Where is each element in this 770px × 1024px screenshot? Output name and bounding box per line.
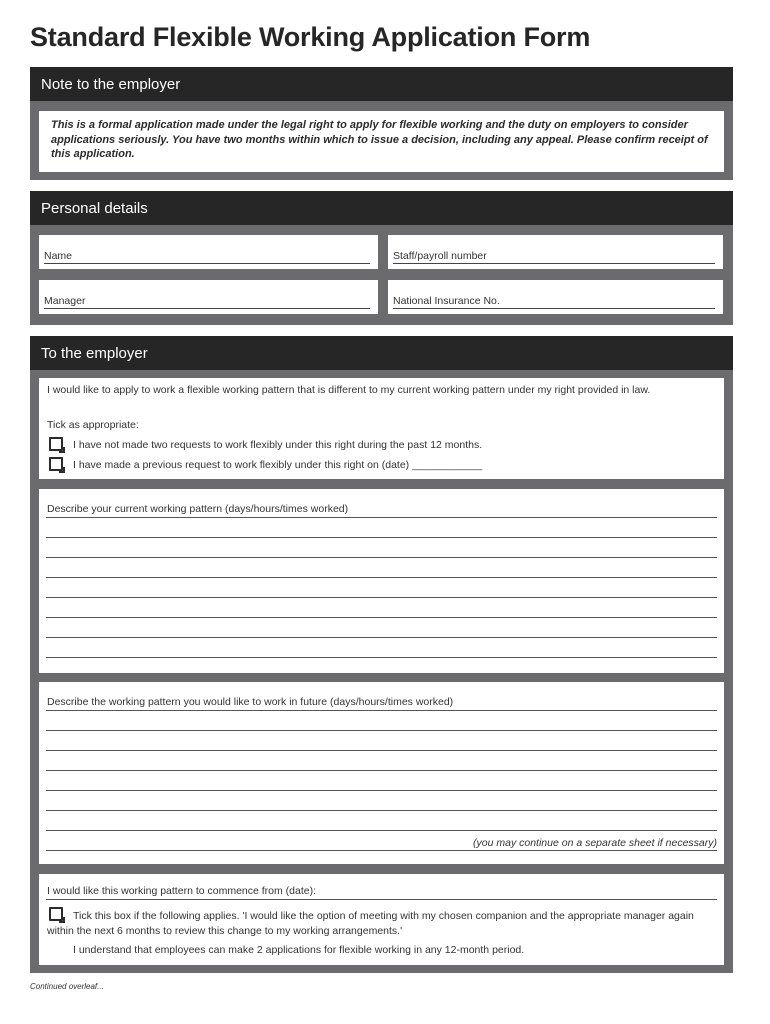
- future-line: [46, 730, 717, 731]
- future-line: [46, 710, 717, 711]
- continue-note: (you may continue on a separate sheet if necessary): [473, 837, 717, 849]
- companion-text: Tick this box if the following applies. 'I would like the option of meeting with my chosen companion and the appropriate manager again within the next 6 months to review this change to my working arrangements.': [47, 910, 694, 937]
- current-line: [46, 657, 717, 658]
- current-line: [46, 617, 717, 618]
- current-line: [46, 597, 717, 598]
- current-line: [46, 637, 717, 638]
- page-title: Standard Flexible Working Application Form: [30, 22, 591, 52]
- future-pattern-panel[interactable]: [39, 682, 724, 864]
- continued-overleaf: Continued overleaf...: [30, 982, 104, 991]
- employer-section: [30, 336, 733, 973]
- intro-text: I would like to apply to work a flexible working pattern that is different to my current working pattern under my right provided in law.: [47, 384, 651, 396]
- manager-field[interactable]: [39, 280, 378, 314]
- note-text: This is a formal application made under the legal right to apply for flexible working and the duty on employers to consider applications seriously. You have two months within which to issue a decision, including any appeal. Please confirm receipt of this application.: [51, 119, 708, 160]
- commence-panel: [39, 874, 724, 965]
- ni-number-field[interactable]: [388, 280, 723, 314]
- commence-label: I would like this working pattern to commence from (date):: [47, 885, 317, 897]
- future-line: [46, 790, 717, 791]
- current-line: [46, 517, 717, 518]
- current-line: [46, 537, 717, 538]
- commence-line[interactable]: [46, 899, 717, 900]
- employer-heading: To the employer: [30, 336, 733, 370]
- name-label: Name: [44, 250, 370, 264]
- name-field[interactable]: [39, 235, 378, 269]
- future-line: [46, 770, 717, 771]
- current-line: [46, 577, 717, 578]
- option2-text: I have made a previous request to work flexibly under this right on (date) ____________: [73, 459, 483, 471]
- option2-checkbox[interactable]: [49, 457, 63, 471]
- staff-number-label: Staff/payroll number: [393, 250, 715, 264]
- future-pattern-label: Describe the working pattern you would like to work in future (days/hours/times worked): [47, 696, 454, 708]
- personal-section: [30, 191, 733, 325]
- note-panel: [39, 111, 724, 172]
- tick-label: Tick as appropriate:: [47, 419, 139, 431]
- note-section: [30, 67, 733, 180]
- future-line: [46, 750, 717, 751]
- manager-label: Manager: [44, 295, 370, 309]
- future-line: [46, 830, 717, 831]
- intro-panel: [39, 378, 724, 479]
- ni-number-label: National Insurance No.: [393, 295, 715, 309]
- personal-heading: Personal details: [30, 191, 733, 225]
- future-line: [46, 810, 717, 811]
- future-line: [46, 850, 717, 851]
- staff-number-field[interactable]: [388, 235, 723, 269]
- current-line: [46, 557, 717, 558]
- note-heading: Note to the employer: [30, 67, 733, 101]
- current-pattern-label: Describe your current working pattern (days/hours/times worked): [47, 503, 349, 515]
- applications-note: I understand that employees can make 2 applications for flexible working in any 12-month period.: [73, 944, 525, 956]
- option1-text: I have not made two requests to work flexibly under this right during the past 12 months.: [73, 439, 483, 451]
- current-pattern-panel[interactable]: [39, 489, 724, 673]
- option1-checkbox[interactable]: [49, 437, 63, 451]
